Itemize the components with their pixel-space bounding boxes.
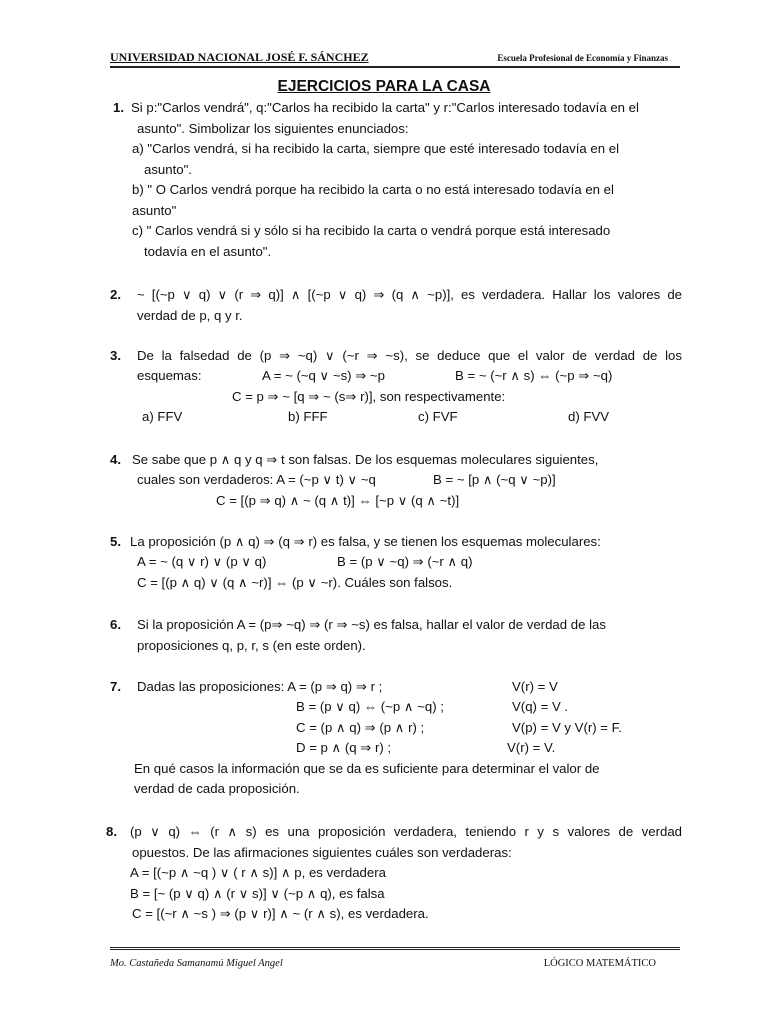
school-name: Escuela Profesional de Economía y Finanzas [497, 53, 668, 63]
exercise-line: De la falsedad de (p ⇒ ~q) ∨ (~r ⇒ ~s), se deduce que el valor de verdad de los [137, 348, 682, 363]
truth-value: V(r) = V. [507, 740, 556, 755]
exercise-number: 6. [110, 617, 121, 632]
page-header [110, 50, 680, 68]
exercise-line: Se sabe que p ∧ q y q ⇒ t son falsas. De los esquemas moleculares siguientes, [132, 452, 599, 467]
scheme-b: B = ~ (~r ∧ s) ⇔ (~p ⇒ ~q) [455, 368, 613, 383]
scheme-b: B = ~ [p ∧ (~q ∨ ~p)] [433, 472, 556, 487]
exercise-line: asunto". [144, 161, 192, 177]
proposition-d: D = p ∧ (q ⇒ r) ; [296, 740, 392, 755]
scheme-a: A = ~ (q ∨ r) ∨ (p ∨ q) [137, 554, 267, 569]
exercise-line: b) " O Carlos vendrá porque ha recibido la carta o no está interesado todavía en el [132, 182, 614, 197]
exercise-line: esquemas: [137, 368, 202, 383]
exercise-line: B = [~ (p ∨ q) ∧ (r ∨ s)] ∨ (~p ∧ q), es falsa [130, 885, 385, 901]
truth-value: V(q) = V . [512, 699, 569, 714]
exercise-line: todavía en el asunto". [144, 243, 272, 259]
proposition-c: C = (p ∧ q) ⇒ (p ∧ r) ; [296, 720, 425, 735]
exercise-line: c) " Carlos vendrá si y sólo si ha recibido la carta o vendrá porque está interesado [132, 223, 611, 238]
exercise-line: (p ∨ q) ⇔ (r ∧ s) es una proposición verdadera, teniendo r y s valores de verdad [130, 824, 682, 839]
exercise-line: verdad de cada proposición. [134, 781, 300, 796]
exercise-line: ~ [(~p ∨ q) ∨ (r ⇒ q)] ∧ [(~p ∨ q) ⇒ (q ∧ ~p)], es verdadera. Hallar los valores de [137, 287, 682, 302]
exercise-line: asunto" [132, 202, 177, 218]
proposition-b: B = (p ∨ q) ⇔ (~p ∧ ~q) ; [296, 699, 444, 714]
page-footer [110, 947, 680, 969]
proposition-a: Dadas las proposiciones: A = (p ⇒ q) ⇒ r ; [137, 679, 383, 694]
scheme-c: C = [(p ⇒ q) ∧ ~ (q ∧ t)] ⇔ [~p ∨ (q ∧ ~t)] [216, 493, 460, 508]
exercise-line: verdad de p, q y r. [137, 307, 243, 323]
university-name: UNIVERSIDAD NACIONAL JOSÉ F. SÁNCHEZ [110, 50, 369, 64]
scheme-c: C = p ⇒ ~ [q ⇒ ~ (s⇒ r)], son respectivamente: [232, 389, 506, 404]
exercise-number: 5. [110, 534, 121, 549]
exercise-line: A = [(~p ∧ ~q ) ∨ ( r ∧ s)] ∧ p, es verdadera [130, 865, 386, 880]
exercise-line: a) "Carlos vendrá, si ha recibido la carta, siempre que esté interesado todavía en el [132, 141, 620, 156]
course-name: LÓGICO MATEMÁTICO [543, 958, 656, 969]
exercise-line: La proposición (p ∧ q) ⇒ (q ⇒ r) es falsa, y se tienen los esquemas moleculares: [130, 534, 601, 549]
exercise-number: 3. [110, 348, 121, 363]
exercise-line: Si p:"Carlos vendrá", q:"Carlos ha recibido la carta" y r:"Carlos interesado todavía en el [131, 100, 639, 115]
truth-value: V(p) = V y V(r) = F. [512, 720, 622, 735]
scheme-a: A = ~ (~q ∨ ~s) ⇒ ~p [262, 368, 385, 383]
exercise-line: proposiciones q, p, r, s (en este orden). [137, 637, 366, 653]
option-b: b) FFF [288, 409, 328, 424]
exercise-7 [110, 677, 682, 802]
exercise-line: asunto". Simbolizar los siguientes enunciados: [137, 120, 409, 136]
exercise-8 [106, 822, 682, 925]
exercise-number: 2. [110, 287, 121, 302]
exercise-number: 1. [113, 100, 124, 115]
option-a: a) FFV [142, 409, 183, 424]
exercise-number: 8. [106, 824, 117, 839]
option-d: d) FVV [568, 409, 610, 424]
exercise-1 [110, 98, 682, 262]
exercise-line: En qué casos la información que se da es suficiente para determinar el valor de [134, 761, 600, 776]
exercise-number: 7. [110, 679, 121, 694]
exercise-6 [110, 615, 682, 656]
exercise-5 [110, 532, 682, 594]
exercise-number: 4. [110, 452, 121, 467]
exercise-line: Si la proposición A = (p⇒ ~q) ⇒ (r ⇒ ~s) es falsa, hallar el valor de verdad de las [137, 617, 606, 632]
exercise-3 [110, 346, 682, 436]
option-c: c) FVF [418, 409, 458, 424]
scheme-c: C = [(p ∧ q) ∨ (q ∧ ~r)] ⇔ (p ∨ ~r). Cuáles son falsos. [137, 575, 453, 590]
exercise-2 [110, 285, 682, 326]
scheme-b: B = (p ∨ ~q) ⇒ (~r ∧ q) [337, 554, 473, 569]
exercise-4 [110, 450, 682, 512]
author-name: Mo. Castañeda Samanamú Miguel Angel [110, 958, 283, 969]
truth-value: V(r) = V [512, 679, 558, 694]
page-title: EJERCICIOS PARA LA CASA [277, 78, 491, 95]
exercise-line: C = [(~r ∧ ~s ) ⇒ (p ∨ r)] ∧ ~ (r ∧ s), es verdadera. [132, 906, 429, 921]
scheme-a: cuales son verdaderos: A = (~p ∨ t) ∨ ~q [137, 472, 376, 487]
exercise-line: opuestos. De las afirmaciones siguientes cuáles son verdaderas: [132, 844, 512, 860]
